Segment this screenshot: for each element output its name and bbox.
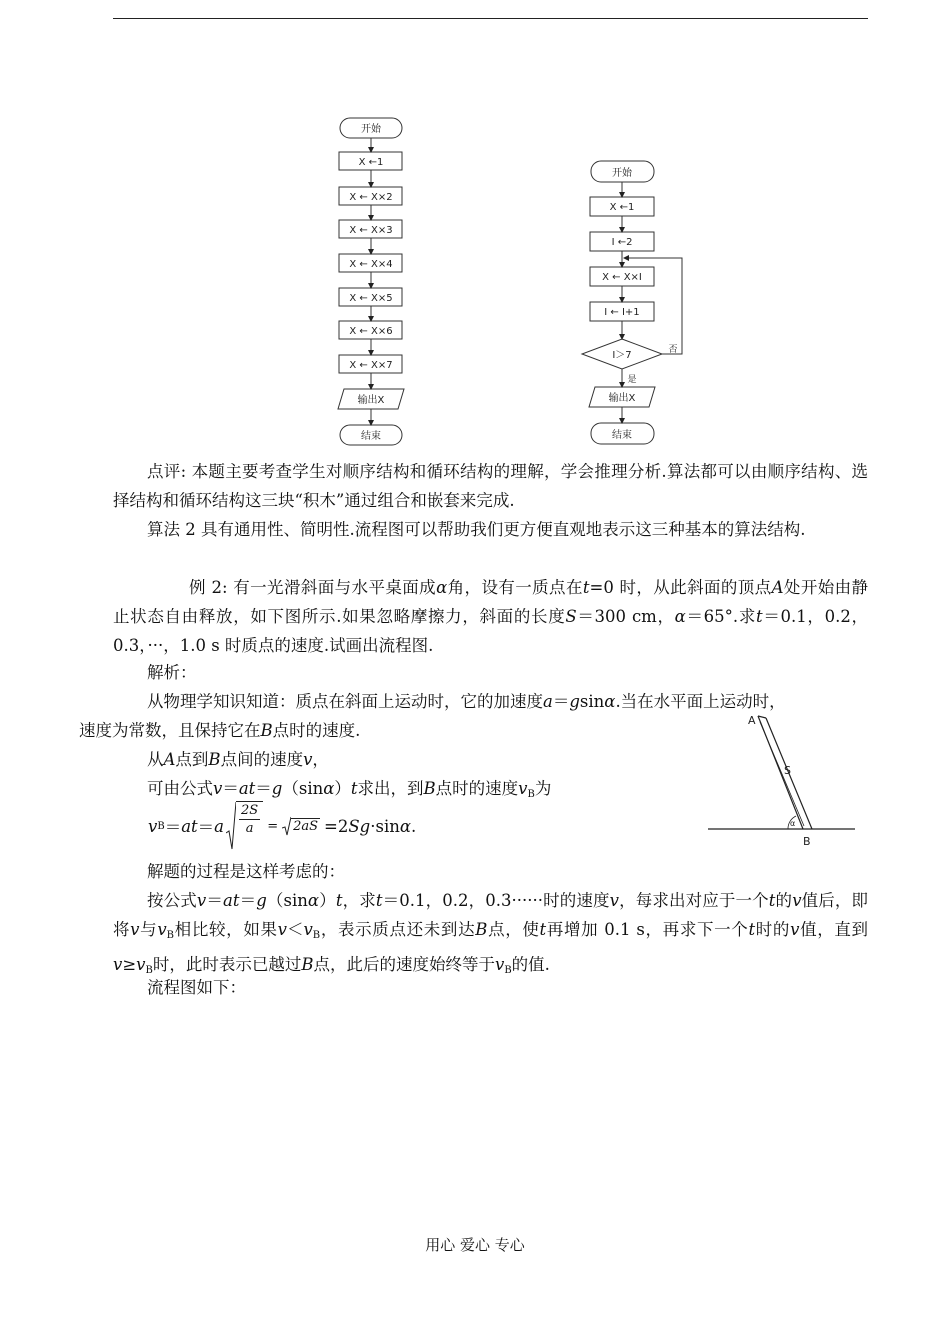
process-paragraph: 按公式v＝at＝g（sinα）t，求t＝0.1，0.2，0.3······时的速度v，每求出对应于一个t的v值后，即将v与$v_B$相比较，如果$v<v_B$，表示质点还未到达B点，使t再增加 0.1 s，再求下一个t时的v值，直到$v\ge v_B$时，此时表示已越过B点，此后的速度始终等于$v_B$的值. xyxy=(113,891,869,976)
fc2-condition: I＞7 xyxy=(612,350,632,361)
fc2-yes-label: 是 xyxy=(627,375,637,385)
flowchart-intro: 流程图如下： xyxy=(147,978,246,997)
fc2-end: 结束 xyxy=(612,430,632,441)
fc2-output: 输出X xyxy=(608,393,636,404)
sqrt-fraction: 2S a xyxy=(226,801,263,851)
length-s-label: S xyxy=(784,764,791,777)
velocity-ab-line: 从A点到B点间的速度v， xyxy=(147,750,329,769)
fc1-start: 开始 xyxy=(361,124,381,135)
fc1-step-4: X ← X×4 xyxy=(349,259,393,270)
fc2-init-x: X ←1 xyxy=(609,202,635,213)
angle-alpha-label: α xyxy=(790,819,796,828)
radical-sign xyxy=(226,801,236,851)
sqrt-2as: 2aS xyxy=(282,816,320,836)
formula-line: 可由公式v＝at＝g（sinα）t求出，到B点时的速度$v_B$为 xyxy=(147,779,552,800)
radical-sign xyxy=(282,816,291,836)
fc2-no-label: 否 xyxy=(668,345,678,355)
page-footer: 用心 爱心 专心 xyxy=(425,1236,525,1254)
flowchart-loop xyxy=(570,155,700,450)
comment-paragraph: 点评: 本题主要考查学生对顺序结构和循环结构的理解，学会推理分析.算法都可以由顺序结构、选择结构和循环结构这三块“积木”通过组合和嵌套来完成. xyxy=(113,462,868,510)
physics-paragraph: 从物理学知识知道：质点在斜面上运动时，它的加速度a＝gsinα.当在水平面上运动时， 速度为常数，且保持它在B点时的速度. xyxy=(79,692,786,740)
fc1-step-5: X ← X×5 xyxy=(349,293,393,304)
fc1-step-3: X ← X×3 xyxy=(349,225,393,236)
fc2-increment: I ← I+1 xyxy=(604,307,640,318)
fc1-step-7: X ← X×7 xyxy=(349,360,393,371)
fc2-start: 开始 xyxy=(612,168,632,179)
fc1-step-2: X ← X×2 xyxy=(349,192,393,203)
process-heading: 解题的过程是这样考虑的： xyxy=(147,862,345,881)
fc1-step-1: X ←1 xyxy=(358,157,384,168)
fc2-init-i: I ←2 xyxy=(611,237,633,248)
fc1-end: 结束 xyxy=(361,431,381,442)
analysis-heading: 解析： xyxy=(147,663,197,682)
point-a-label: A xyxy=(748,714,756,727)
incline-diagram xyxy=(700,708,860,850)
velocity-formula: v B ＝ at ＝ a 2S a = 2aS =2 Sg ·sin α . xyxy=(148,798,416,854)
header-rule xyxy=(113,18,868,19)
fc1-output: 输出X xyxy=(357,395,385,406)
point-b-label: B xyxy=(803,835,811,848)
fc2-multiply: X ← X×I xyxy=(602,272,642,283)
fc1-step-6: X ← X×6 xyxy=(349,326,393,337)
algorithm-paragraph: 算法 2 具有通用性、简明性.流程图可以帮助我们更方便直观地表示这三种基本的算法结构. xyxy=(147,520,806,539)
flowchart-sequential xyxy=(330,112,420,450)
example-paragraph: 例 2: 有一光滑斜面与水平桌面成α角，设有一质点在t=0 时，从此斜面的顶点A处开始由静止状态自由释放，如下图所示.如果忽略摩擦力，斜面的长度S＝300 cm，α＝65°.求t＝0.1，0.2，0.3，···，1.0 s 时质点的速度.试画出流程图. xyxy=(113,578,869,655)
